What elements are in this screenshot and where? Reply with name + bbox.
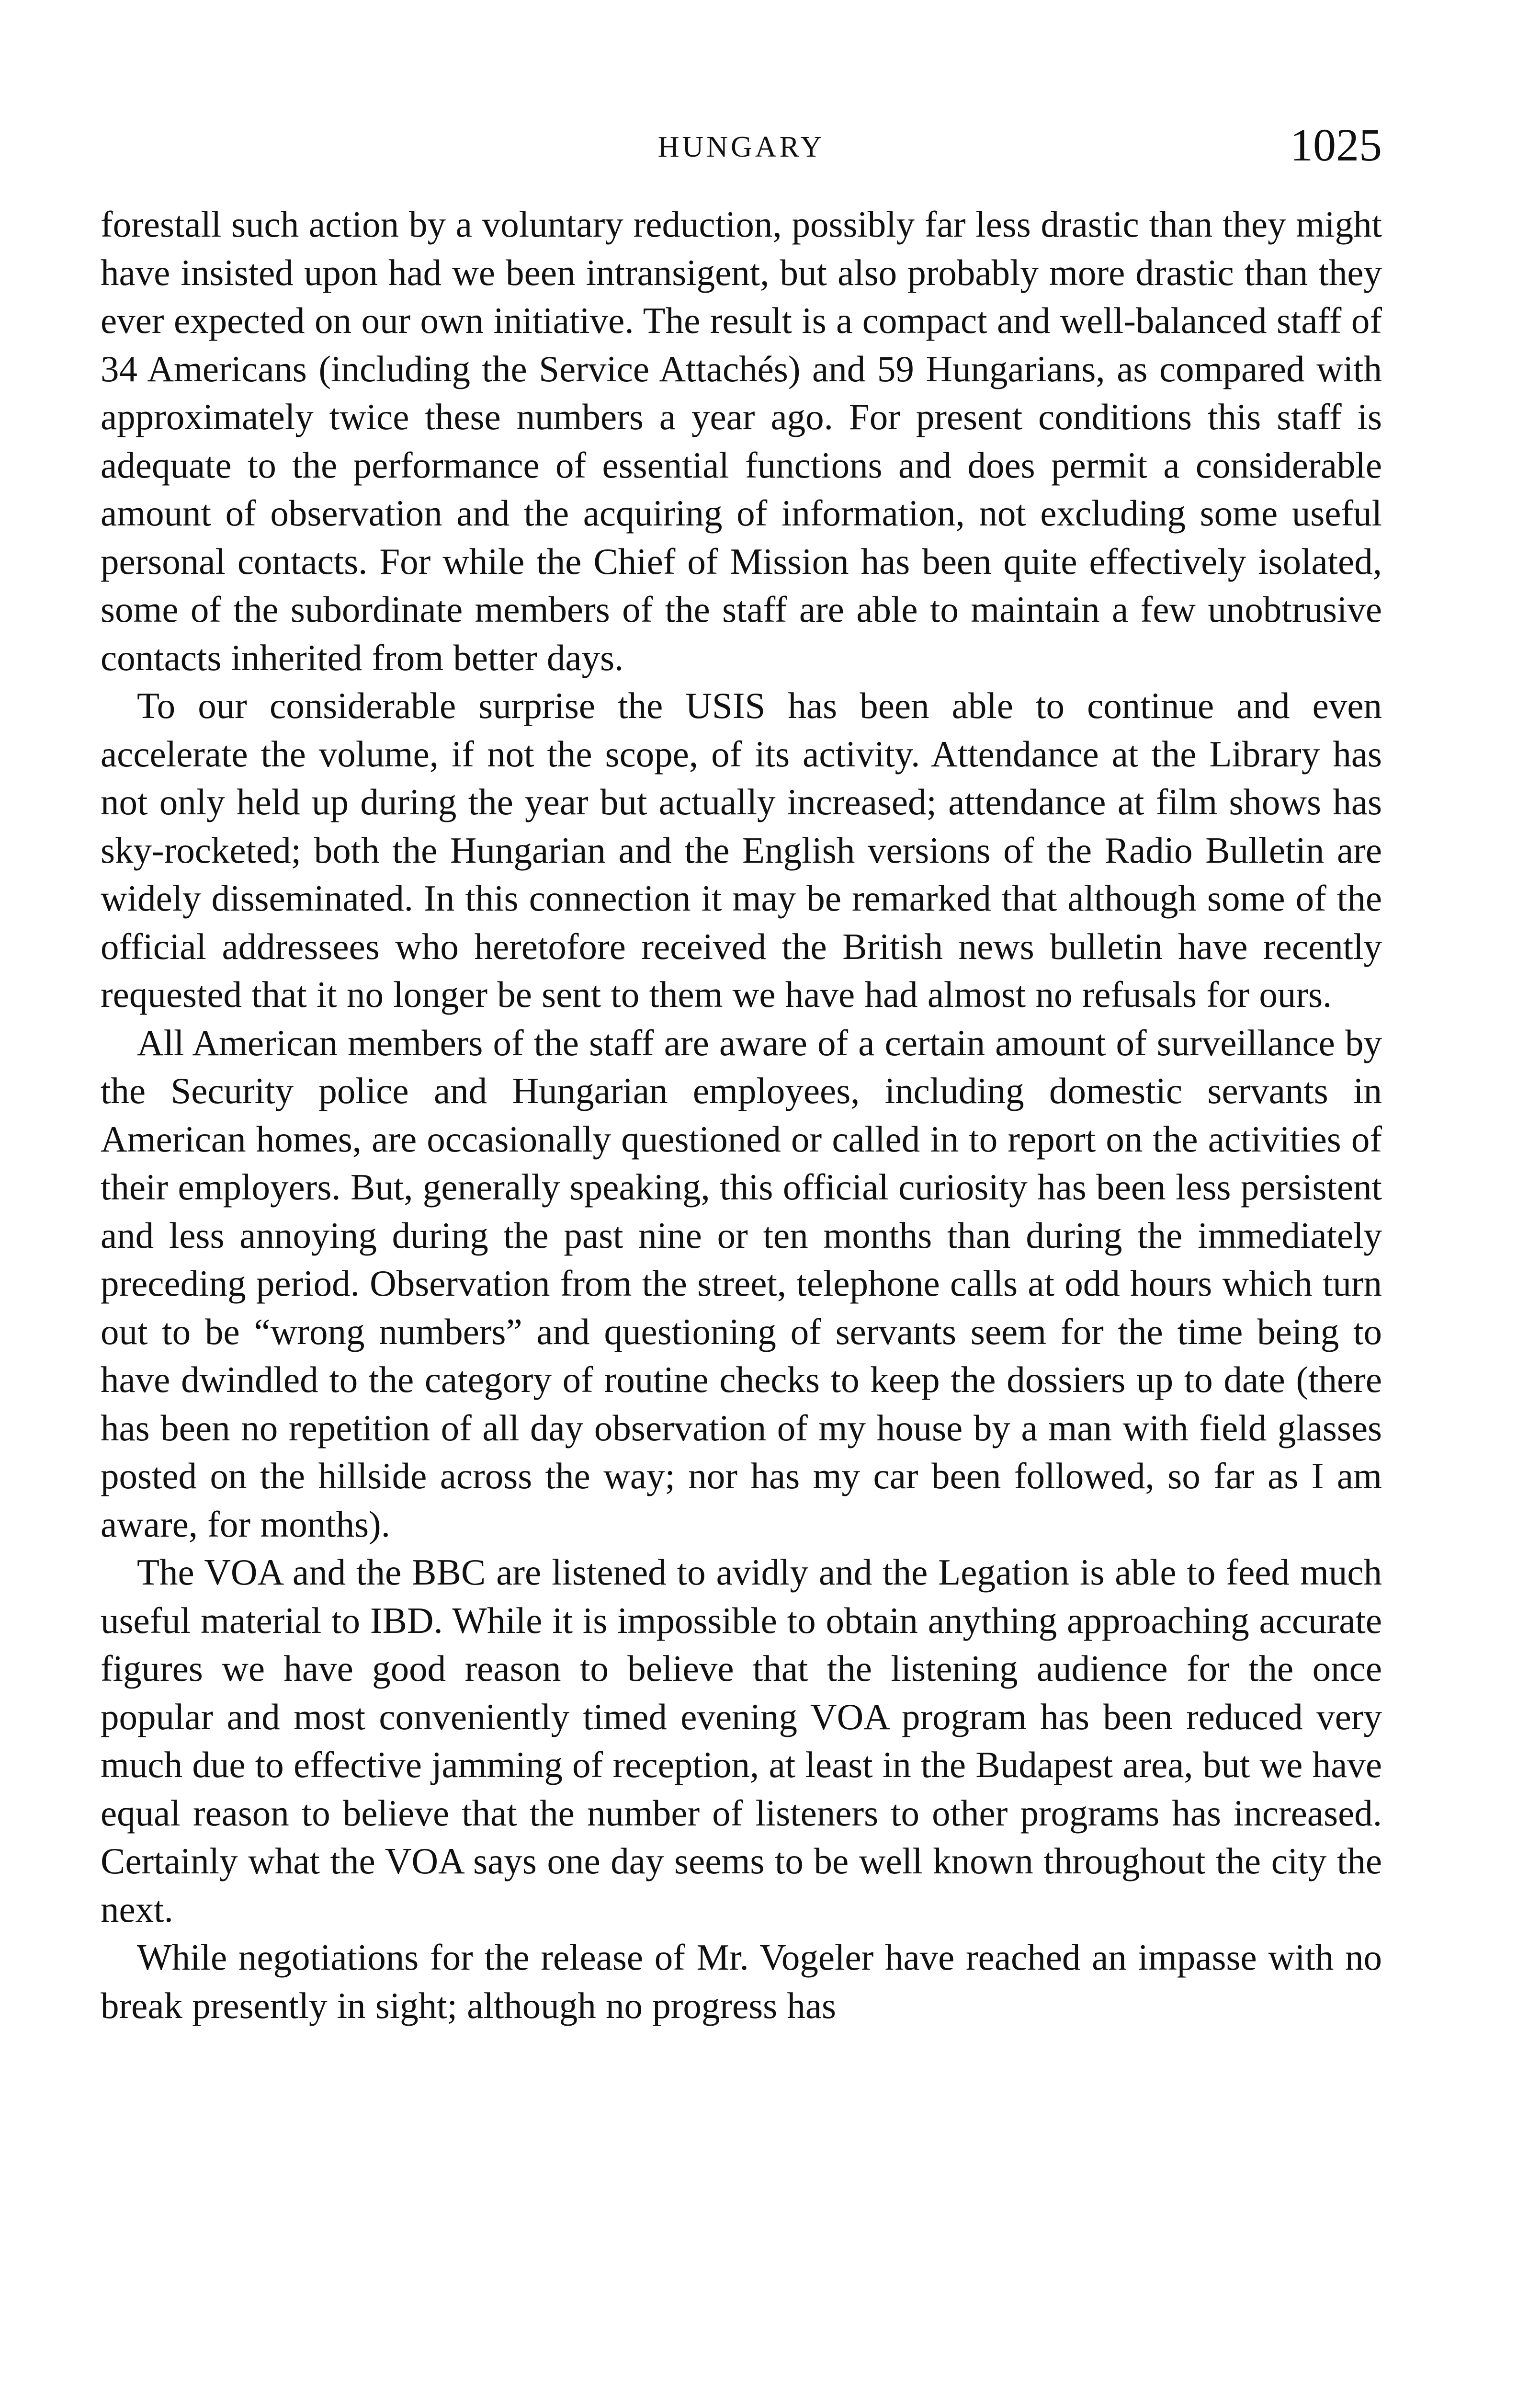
- paragraph: To our considerable surprise the USIS has been able to continue and even accelerate the volume, if not the scope, of its activity. Attendance at the Library has not only held up during the year but actually increased; attendance at film shows has sky-rocketed; both the Hungarian and the English versions of the Radio Bulletin are widely disseminated. In this connection it may be remarked that although some of the official addressees who heretofore received the British news bulletin have recently requested that it no longer be sent to them we have had almost no refusals for ours.: [101, 685, 1382, 1015]
- paragraph: While negotiations for the release of Mr. Vogeler have reached an impasse with no break presently in sight; although no progress has: [101, 1937, 1382, 2026]
- document-page: [101, 0, 1382, 2395]
- paragraph: forestall such action by a voluntary reduction, possibly far less drastic than they might have insisted upon had we been intransigent, but also probably more drastic than they ever expected on our own initiative. The result is a compact and well-balanced staff of 34 Americans (including the Service Attachés) and 59 Hungarians, as compared with approximately twice these numbers a year ago. For present conditions this staff is adequate to the performance of essential functions and does permit a considerable amount of observation and the acquiring of information, not excluding some useful personal contacts. For while the Chief of Mission has been quite effectively isolated, some of the subordinate members of the staff are able to maintain a few unobtrusive contacts inherited from better days.: [101, 204, 1382, 678]
- paragraph: All American members of the staff are aware of a certain amount of surveillance by the Security police and Hungarian employees, including domestic servants in American homes, are occasionally questioned or called in to report on the activities of their employers. But, generally speaking, this official curiosity has been less persistent and less annoying during the past nine or ten months than during the immediately preceding period. Observation from the street, telephone calls at odd hours which turn out to be “wrong numbers” and questioning of servants seem for the time being to have dwindled to the category of routine checks to keep the dossiers up to date (there has been no repetition of all day observation of my house by a man with field glasses posted on the hillside across the way; nor has my car been followed, so far as I am aware, for months).: [101, 1022, 1382, 1545]
- body-text: [101, 200, 1382, 2030]
- page-number: 1025: [1290, 119, 1382, 171]
- running-head: [101, 119, 1382, 171]
- section-title: HUNGARY: [657, 131, 825, 163]
- paragraph: The VOA and the BBC are listened to avidly and the Legation is able to feed much useful material to IBD. While it is impossible to obtain anything approaching accurate figures we have good reason to believe that the listening audience for the once popular and most conveniently timed evening VOA program has been reduced very much due to effective jamming of reception, at least in the Budapest area, but we have equal reason to believe that the number of listeners to other programs has increased. Certainly what the VOA says one day seems to be well known throughout the city the next.: [101, 1551, 1382, 1930]
